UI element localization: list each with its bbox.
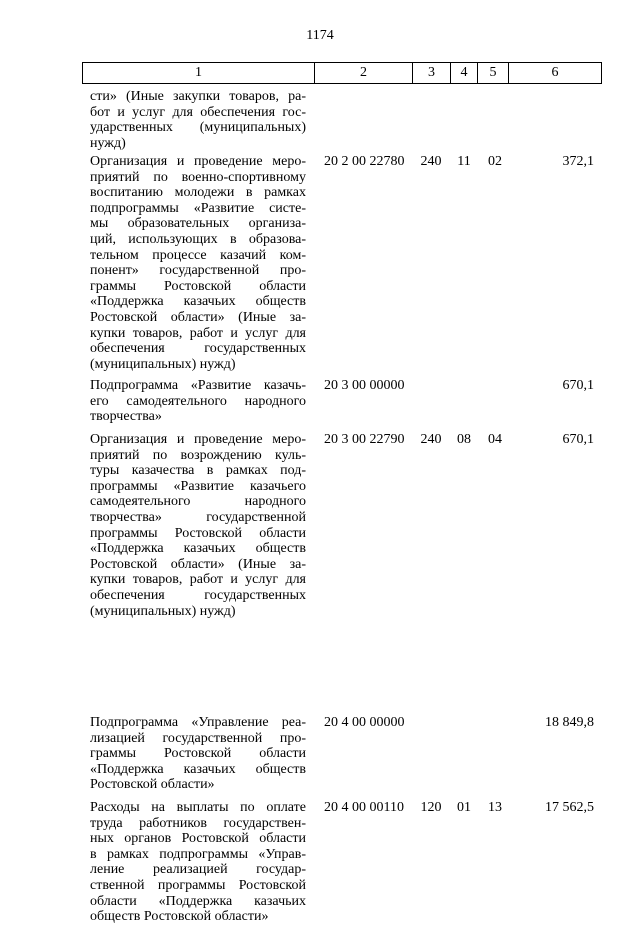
row-code: 20 4 00 00000 <box>324 715 405 730</box>
description-line: сти» (Иные закупки товаров, ра- <box>90 89 306 104</box>
description-line: подпрограммы «Развитие систе- <box>90 200 306 216</box>
description-line: ление реализацией государ- <box>90 862 306 878</box>
description-line: купки товаров, работ и услуг для <box>90 572 306 588</box>
description-line: в рамках подпрограммы «Управ- <box>90 846 306 862</box>
row-expense-type: 240 <box>420 432 442 447</box>
row-code: 20 4 00 00110 <box>324 800 404 815</box>
description-line: «Поддержка казачьих обществ <box>90 761 306 777</box>
column-header-2: 2 <box>315 63 413 83</box>
row-subsection: 04 <box>488 432 502 447</box>
description-line: нужд) <box>90 135 126 151</box>
description-line: Ростовской области» (Иные за- <box>90 556 306 572</box>
description-line: обеспечения государственных <box>90 587 306 603</box>
description-line: лизацией государственной про- <box>90 730 306 746</box>
description-line: (муниципальных) нужд) <box>90 356 236 372</box>
description-line: приятий по военно-спортивному <box>90 169 306 185</box>
description-line: области «Поддержка казачьих <box>90 893 306 909</box>
description-line: Организация и проведение меро- <box>90 154 306 169</box>
description-line: мы образовательных организа- <box>90 216 306 232</box>
description-line: самодеятельного народного <box>90 494 306 510</box>
description-line: (муниципальных) нужд) <box>90 603 236 619</box>
row-subsection: 02 <box>488 154 502 169</box>
row-amount: 18 849,8 <box>545 715 594 730</box>
page-number: 1174 <box>306 28 334 43</box>
description-line: творчества» государственной <box>90 509 306 525</box>
column-header-5: 5 <box>478 63 509 83</box>
row-section: 08 <box>457 432 471 447</box>
column-header-4: 4 <box>451 63 478 83</box>
description-line: понент» государственной про- <box>90 263 306 279</box>
row-description <box>90 89 306 151</box>
row-amount: 372,1 <box>562 154 594 169</box>
description-line: граммы Ростовской области <box>90 746 306 762</box>
row-description <box>90 715 306 793</box>
description-line: его самодеятельного народного <box>90 393 306 409</box>
description-line: бот и услуг для обеспечения гос- <box>90 104 306 120</box>
row-code: 20 3 00 00000 <box>324 378 405 393</box>
row-description <box>90 378 306 425</box>
description-line: Подпрограмма «Развитие казачь- <box>90 378 306 393</box>
description-line: приятий по возрождению куль- <box>90 447 306 463</box>
description-line: программы «Развитие казачьего <box>90 478 306 494</box>
row-expense-type: 240 <box>420 154 442 169</box>
description-line: ций, использующих в образова- <box>90 231 306 247</box>
row-code: 20 3 00 22790 <box>324 432 405 447</box>
column-header-6: 6 <box>551 65 559 80</box>
description-line: ударственных (муниципальных) <box>90 120 306 136</box>
column-header-3: 3 <box>413 63 451 83</box>
description-line: купки товаров, работ и услуг для <box>90 325 306 341</box>
column-header-1: 1 <box>83 63 315 83</box>
description-line: Расходы на выплаты по оплате <box>90 800 306 815</box>
description-line: творчества» <box>90 409 162 425</box>
description-line: Организация и проведение меро- <box>90 432 306 447</box>
description-line: «Поддержка казачьих обществ <box>90 541 306 557</box>
table-header <box>82 62 602 84</box>
row-amount: 670,1 <box>562 432 594 447</box>
row-amount: 17 562,5 <box>545 800 594 815</box>
row-section: 11 <box>457 154 471 169</box>
description-line: туры казачества в рамках под- <box>90 463 306 479</box>
description-line: программы Ростовской области <box>90 525 306 541</box>
description-line: Подпрограмма «Управление реа- <box>90 715 306 730</box>
description-line: граммы Ростовской области <box>90 278 306 294</box>
description-line: тельном процессе казачий ком- <box>90 247 306 263</box>
row-amount: 670,1 <box>562 378 594 393</box>
row-description <box>90 154 306 372</box>
description-line: «Поддержка казачьих обществ <box>90 294 306 310</box>
row-code: 20 2 00 22780 <box>324 154 405 169</box>
description-line: ственной программы Ростовской <box>90 877 306 893</box>
row-expense-type: 120 <box>420 800 442 815</box>
description-line: Ростовской области» (Иные за- <box>90 309 306 325</box>
row-description <box>90 432 306 619</box>
description-line: ных органов Ростовской области <box>90 831 306 847</box>
description-line: труда работников государствен- <box>90 815 306 831</box>
row-section: 01 <box>457 800 471 815</box>
row-description <box>90 800 306 925</box>
description-line: обществ Ростовской области» <box>90 909 269 925</box>
description-line: воспитанию молодежи в рамках <box>90 185 306 201</box>
row-subsection: 13 <box>488 800 502 815</box>
description-line: обеспечения государственных <box>90 341 306 357</box>
description-line: Ростовской области» <box>90 777 215 793</box>
